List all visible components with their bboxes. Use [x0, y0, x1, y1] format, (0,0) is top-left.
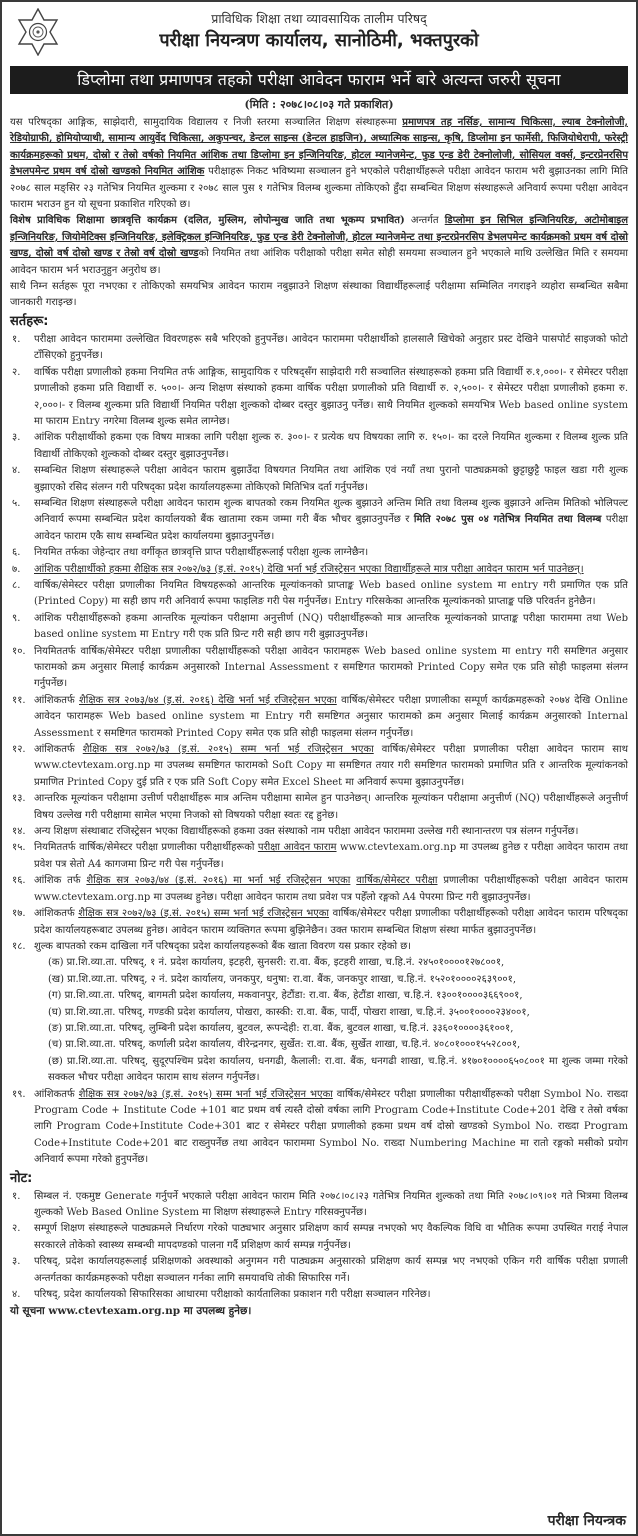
list-item [10, 791, 628, 824]
council-name: प्राविधिक शिक्षा तथा व्यावसायिक तालीम परिषद् [211, 11, 427, 26]
intro-text-deadline: परीक्षाहरू निकट भविष्यमा सञ्चालन हुने भएकोले परीक्षार्थीहरूले परीक्षा आवेदन फाराम भरी बुझाउनका लागि मिति २०७८ साल मङ्सिर २३ गतेभित्र नियमित शुल्कमा र २०७८ साल पुस १ गतेभित्र विलम्ब शुल्कमा तोकिएको हुँदा सम्बन्धित शिक्षण संस्थाहरूले अनिवार्य रूपमा परीक्षा आवेदन फाराम भराउन हुन यो सूचना प्रकाशित गरिएको छ। [10, 166, 628, 211]
list-item [10, 562, 628, 578]
item-number: १२. [12, 744, 26, 756]
list-item [10, 1221, 628, 1254]
list-item [10, 1087, 628, 1169]
nepal-emblem-star-icon [14, 8, 62, 56]
website-availability: यो सूचना www.ctevtexam.org.np मा उपलब्ध हुनेछ। [10, 1305, 252, 1318]
item-text: आन्तरिक मूल्यांकन परीक्षामा उत्तीर्ण परीक्षार्थीहरू मात्र अन्तिम परीक्षामा सामेल हुन पाउनेछन्। आन्तरिक मूल्यांकन परीक्षामा अनुत्तीर्ण (NQ) परीक्षार्थीहरूले अनुत्तीर्ण विषय उल्लेख गरी परीक्षामा सामेल भएमा निजको सो विषयको परीक्षा स्वतः रद्द हुनेछ। [34, 793, 628, 821]
notes-list [10, 1189, 628, 1304]
list-item [10, 1287, 628, 1303]
bank-account-entry: (घ) प्रा.शि.व्या.ता. परिषद्, गण्डकी प्रदेश कार्यालय, पोखरा, कास्की: रा.वा. बैंक, पार्दी, पोखरा शाखा, च.हि.नं. ३५००१००००२३४००१, [48, 1006, 530, 1018]
list-item [10, 430, 628, 463]
item-text: आंशिकतर्फ [34, 1088, 79, 1100]
item-underlined-text: परीक्षा आवेदन फाराम [257, 842, 337, 854]
list-item [10, 693, 628, 742]
item-text: नियमिततर्फ वार्षिक/सेमेस्टर परीक्षा प्रणालीका परीक्षार्थीहरूको [34, 842, 258, 854]
bank-account-entry: (ङ) प्रा.शि.व्या.ता. परिषद्, लुम्बिनी प्रदेश कार्यालय, बुटवल, रूपन्देही: रा.वा. बैंक, बुटवल शाखा, च.हि.नं. ३३६०१००००३६१००१, [48, 1022, 514, 1034]
scholarship-courses: डिप्लोमा इन सिभिल इन्जिनियरिङ, अटोमोबाइल इन्जिनियरिङ, जियोमेटिक्स इन्जिनियरिङ, इलेक्ट्रिकल इन्जिनियरिङ, फुड एन्ड डेरी टेक्नोलोजी, होटल म्यानेजमेन्ट तथा इन्टरप्रेनरसिप डेभलपमेन्ट कार्यक्रमको प्रथम वर्ष दोस्रो खण्ड, दोस्रो वर्ष दोस्रो खण्ड र तेस्रो वर्ष दोस्रो खण्ड [10, 215, 629, 260]
intro-text-request: को नियमित तथा आंशिक परीक्षाको परीक्षा समेत सोही समयमा सञ्चालन हुने भएकाले माथि उल्लेखित मिति र समयमा आवेदन फाराम भर्न भराउनुहुन अनुरोध छ। [10, 248, 628, 276]
list-item [10, 332, 628, 365]
item-text: आंशिक तर्फ [34, 875, 87, 887]
item-text: सम्बन्धित शिक्षण संस्थाहरूले परीक्षा आवेदन फाराम बुझाउँदा विषयगत नियमित तथा आंशिक एवं नयाँ तथा पुरानो पाठ्यक्रमको छुट्टाछुट्टै फाइल खडा गरी शुल्क बुझाएको रसिद संलग्न गरी परिषद्का प्रदेश कार्यालयहरूमा तोकिएको मितिभित्र दर्ता गर्नुपर्नेछ। [34, 465, 628, 493]
item-text: अन्य शिक्षण संस्थाबाट रजिस्ट्रेसन भएका विद्यार्थीहरूको हकमा उक्त संस्थाको नाम परीक्षा आवेदन फाराममा उल्लेख गरी स्थानान्तरण पत्र संलग्न गर्नुपर्नेछ। [34, 826, 579, 838]
item-text: प्रणालीका परीक्षार्थीहरूको परीक्षा आवेदन फाराम www.ctevtexam.org.np मा उपलब्ध हुनेछ। परीक्षा आवेदन फाराम तथा प्रवेश पत्र पहेँलो रङ्गको A4 पेपरमा प्रिन्ट गरी बुझाउनुपर्नेछ। [34, 875, 628, 903]
intro-paragraph-3: साथै निम्न सर्तहरू पूरा नभएका र तोकिएको समयभित्र आवेदन फाराम नबुझाउने शिक्षण संस्थाका विद्यार्थीहरूलाई परीक्षामा सम्मिलित नगराइने व्यहोरा सम्बन्धित सबैमा जानकारी गराइन्छ। [10, 281, 628, 309]
conditions-title: सर्तहरू: [10, 313, 49, 329]
item-number: ७. [12, 563, 21, 575]
item-number: ९. [12, 612, 21, 624]
office-name: परीक्षा नियन्त्रण कार्यालय, सानोठिमी, भक्तपुरको [159, 30, 479, 51]
list-item [10, 1189, 628, 1222]
list-item [10, 365, 628, 431]
item-number: १४. [12, 826, 26, 838]
item-underlined-text: वार्षिक/सेमेस्टर परीक्षा [356, 875, 438, 887]
intro-connector: अन्तर्गत [404, 215, 445, 227]
item-number: १५. [12, 842, 26, 854]
list-item [10, 742, 628, 791]
item-number: ३. [12, 432, 21, 444]
item-number: ६. [12, 547, 21, 559]
list-item [10, 939, 628, 1087]
item-number: ५. [12, 497, 21, 509]
item-text: सम्पूर्ण शिक्षण संस्थाहरूले पाठ्यक्रमले निर्धारण गरेको पाठ्यभार अनुसार प्रशिक्षण कार्य सम्पन्न नभएको भए वैकल्पिक विधि वा भौतिक रूपमा उपस्थित गराई नेपाल सरकारले तोकेको स्वास्थ्य सम्बन्धी मापदण्डको पालना गर्दै प्रशिक्षण कार्य सम्पन्न गर्नुपर्नेछ। [34, 1223, 628, 1251]
item-text: परिषद्, प्रदेश कार्यालयहरूलाई प्रशिक्षणको अवस्थाको अनुगमन गरी पाठ्यक्रम अनुसारको प्रशिक्षण कार्य सम्पन्न भए नभएको एकिन गरी वार्षिक परीक्षा प्रणाली अन्तर्गतका कार्यक्रमहरूको परीक्षा सञ्चालन गर्नका लागि समयावधि तोकी सिफारिस गर्ने। [34, 1256, 628, 1284]
item-text: वार्षिक/सेमेस्टर परीक्षा प्रणालीका परीक्षार्थीहरूको परीक्षा आवेदन फाराम परिषद्का प्रदेश कार्यालयहरूबाट उपलब्ध हुनेछ। आवेदन फाराम व्यक्तिगत रूपमा बुझिनेछैन। उक्त फाराम सम्बन्धित शिक्षण संस्था मार्फत बुझाउनुपर्नेछ। [34, 908, 628, 936]
item-text: नियमित तर्फका जेहेन्दार तथा वर्गीकृत छात्रवृत्ति प्राप्त परीक्षार्थीहरूलाई परीक्षा शुल्क लाग्नेछैन। [34, 547, 369, 559]
list-item [10, 873, 628, 906]
list-item [10, 906, 628, 939]
item-text: परीक्षा आवेदन फाराममा उल्लेखित विवरणहरू सबै भरिएको हुनुपर्नेछ। आवेदन फाराममा परीक्षार्थीको हालसालै खिचेको अनुहार प्रस्ट देखिने पासपोर्ट साइजको फोटो टाँसिएको हुनुपर्नेछ। [34, 333, 628, 362]
item-text: www.ctevtexam.org.np मा उपलब्ध हुनेछ र परीक्षा आवेदन फाराम तथा प्रवेश पत्र सेतो A4 कागजमा प्रिन्ट गरी पेस गर्नुपर्नेछ। [34, 842, 628, 870]
item-text: आंशिक परीक्षार्थीको हकमा एक विषय मात्रका लागि परीक्षा शुल्क रु. ३००।- र प्रत्येक थप विषयका लागि रु. १५०।- का दरले नियमित शुल्कमा र विलम्ब शुल्क प्रति विद्यार्थी तोकिएको शुल्कको दोब्बर दस्तुर बुझाउनुपर्नेछ। [34, 432, 628, 460]
published-date: (मिति : २०७८।०८।०३ गते प्रकाशित) [244, 98, 394, 111]
signature-exam-controller: परीक्षा नियन्त्रक [547, 1513, 626, 1529]
item-text: शुल्क बापतको रकम दाखिला गर्ने परिषद्का प्रदेश कार्यालयहरूको बैंक खाता विवरण यस प्रकार रहेको छ। [34, 940, 412, 952]
item-underlined-text: शैक्षिक सत्र २०७२/७३ (इ.सं. २०१५) सम्म भर्ना भई रजिस्ट्रेसन भएका [78, 908, 330, 920]
item-underlined-text: शैक्षिक सत्र २०७२/७३ (इ.सं. २०१५) सम्म भर्ना भई रजिस्ट्रेसन भएका [82, 744, 374, 756]
item-text: सम्बन्धित शिक्षण संस्थाहरूले परीक्षा आवेदन फाराम शुल्क बापतको रकम नियमित शुल्क बुझाउने अन्तिम मिति तथा विलम्ब शुल्क बुझाउने अन्तिम मितिको भोलिपल्ट अनिवार्य रूपमा सम्बन्धित प्रदेश कार्यालयको बैंक खातामा रकम जम्मा गरी बैंक भौचर बुझाउनुपर्नेछ र [34, 497, 628, 526]
item-text: आंशिकतर्फ [34, 744, 83, 756]
list-item [10, 545, 628, 561]
item-number: ४. [12, 1289, 21, 1301]
bank-account-entry: (च) प्रा.शि.व्या.ता. परिषद्, कर्णाली प्रदेश कार्यालय, वीरेन्द्रनगर, सुर्खेत: रा.वा. बैंक, सुर्खेत शाखा, च.हि.नं. ४०८०१०००१५५२८००१, [48, 1039, 521, 1051]
bank-account-entry: (छ) प्रा.शि.व्या.ता. परिषद्, सुदूरपश्चिम प्रदेश कार्यालय, धनगढी, कैलाली: रा.वा. बैंक, धनगढी शाखा, च.हि.नं. ४१७०१००००६५०८००१ मा शुल्क जम्मा गरेको सक्कल भौचर परीक्षा आवेदन फाराम साथ संलग्न गर्नुपर्नेछ। [48, 1055, 628, 1084]
item-number: १९. [12, 1088, 26, 1100]
item-number: १८. [12, 940, 26, 952]
item-number: १. [12, 333, 21, 345]
item-number: ११. [12, 694, 26, 706]
list-item [10, 463, 628, 496]
item-text: सिम्बल नं. एकमुष्ट Generate गर्नुपर्ने भएकाले परीक्षा आवेदन फाराम मिति २०७८।०८।२३ गतेभित्र नियमित शुल्कको तथा मिति २०७८।०९।०१ गते भित्रमा विलम्ब शुल्कको Web Based Online System मा शिक्षण संस्थाहरूले Entry गरिसक्नुपर्नेछ। [34, 1190, 628, 1218]
item-number: १३. [12, 793, 26, 805]
item-underlined-text: शैक्षिक सत्र २०७३/७४ (इ.सं. २०१६) मा भर्ना भई रजिस्ट्रेसन भएका [86, 875, 351, 887]
item-text: परीक्षा आवेदन फाराम एकै साथ सम्बन्धित प्रदेश कार्यालयमा बुझाउनुपर्नेछ। [34, 514, 628, 542]
notice-title-banner: डिप्लोमा तथा प्रमाणपत्र तहको परीक्षा आवेदन फाराम भर्ने बारे अत्यन्त जरुरी सूचना [10, 66, 628, 94]
conditions-list [10, 332, 628, 1169]
bank-account-entry: (ख) प्रा.शि.व्या.ता. परिषद्, २ नं. प्रदेश कार्यालय, जनकपुर, धनुषा: रा.वा. बैंक, जनकपुर शाखा, च.हि.नं. १५२०१००००२६३९००१, [48, 973, 517, 985]
item-number: १६. [12, 875, 26, 887]
list-item [10, 1254, 628, 1287]
list-item [10, 611, 628, 644]
list-item [10, 824, 628, 840]
item-text: परिषद्, प्रदेश कार्यालयको सिफारिसका आधारमा परीक्षाको कार्यतालिका प्रकाशन गरी परीक्षा सञ्चालन गरिनेछ। [34, 1289, 431, 1301]
item-text: वार्षिक परीक्षा प्रणालीको हकमा नियमित तर्फ आङ्गिक, सामुदायिक र परिषद्सँग साझेदारी गरी सञ्चालित संस्थाहरूको हकमा प्रति विद्यार्थी रु.१,०००।- र सेमेस्टर परीक्षा प्रणालीको हकमा प्रति विद्यार्थी रु. ५००।- अन्य शिक्षण संस्थाको हकमा वार्षिक परीक्षा प्रणालीको प्रति विद्यार्थी रु. २,५००।- र सेमेस्टर परीक्षा प्रणालीको हकमा रु. २,०००।- र विलम्ब शुल्कमा प्रति विद्यार्थी नियमित परीक्षा शुल्कको दोब्बर दस्तुर बुझाउनु पर्नेछ। साथै नियमित शुल्कको समयभित्र Web based online system मा फाराम Entry नगरेमा विलम्ब शुल्क समेत लाग्नेछ। [34, 366, 628, 427]
notice-header [10, 6, 628, 64]
item-underlined-text: शैक्षिक सत्र २०७३/७४ (इ.सं. २०१६) देखि भर्ना भई रजिस्ट्रेसन भएका [79, 694, 337, 706]
item-underlined-text: शैक्षिक सत्र २०७२/७३ (इ.सं. २०१५) सम्म भर्ना भई रजिस्ट्रेसन भएका [78, 1088, 333, 1100]
item-text: आंशिकतर्फ [34, 908, 79, 920]
item-text: आंशिक परीक्षार्थीहरूको हकमा आन्तरिक मूल्यांकन परीक्षामा अनुत्तीर्ण (NQ) परीक्षार्थीहरूको मात्र आन्तरिक मूल्यांकनको प्राप्ताङ्क परीक्षा फाराममा तथा Web based online system मा Entry गरी एक प्रति प्रिन्ट गरी सही छाप गरी बुझाउनुपर्नेछ। [34, 612, 628, 641]
intro-paragraph-2 [10, 213, 628, 279]
list-item [10, 644, 628, 693]
item-text: वार्षिक/सेमेस्टर परीक्षा प्रणालीका परीक्षा आवेदन फाराम साथ www.ctevtexam.org.np मा उपलब्ध समष्टिगत फारामको Soft Copy मा समष्टिगत तयार गरी समष्टिगत फारामको प्रमाणित प्रति र आन्तरिक मूल्यांकनको प्रमाणित Printed Copy दुई प्रति र एक प्रति Soft Copy समेत Excel Sheet मा अनिवार्य रूपमा बुझाउनुपर्नेछ। [34, 744, 628, 788]
item-bold-text: मिति २०७८ पुस ०४ गतेभित्र नियमित तथा विलम्ब [413, 514, 602, 526]
item-text: वार्षिक/सेमेस्टर परीक्षा प्रणालीका सम्पूर्ण कार्यक्रमहरूको २०७४ देखि Online आवेदन फारामहरू Web based online system मा Entry गरी समष्टिगत अनुसार फारामको क्रम अनुसार मिलाई कार्यक्रम अनुसारको Internal Assessment र समष्टिगत फारामको Printed Copy समेत एक प्रति सोही फाइलमा संलग्न गर्नुपर्नेछ। [34, 694, 628, 739]
bank-account-entry: (ग) प्रा.शि.व्या.ता. परिषद्, बागमती प्रदेश कार्यालय, मकवानपुर, हेटौंडा: रा.वा. बैंक, हेटौंडा शाखा, च.हि.नं. १३००१००००३६६९००१, [48, 990, 523, 1002]
item-number: १०. [12, 645, 26, 657]
bank-account-entry: (क) प्रा.शि.व्या.ता. परिषद्, १ नं. प्रदेश कार्यालय, इटहरी, सुनसरी: रा.वा. बैंक, इटहरी शाखा, च.हि.नं. २४५०१००००१२७८००१, [48, 957, 505, 969]
intro-text: यस परिषद्का आङ्गिक, साझेदारी, सामुदायिक विद्यालय र निजी स्तरमा सञ्चालित शिक्षण संस्थाहरूमा [10, 117, 403, 128]
item-number: १. [12, 1190, 21, 1202]
item-number: २. [12, 366, 21, 378]
item-number: १७. [12, 908, 26, 920]
item-number: ८. [12, 579, 21, 591]
item-number: २. [12, 1223, 21, 1235]
intro-paragraph-1 [10, 115, 628, 213]
item-text: वार्षिक/सेमेस्टर परीक्षा प्रणालीका नियमित विषयहरूको आन्तरिक मूल्यांकनको प्राप्ताङ्क Web based online system मा entry गरी प्रमाणित एक प्रति (Printed Copy) मा सही छाप गरी अनिवार्य रूपमा फाइलिङ गरी पेस गर्नुपर्नेछ। Entry गरिसकेका आन्तरिक मूल्यांकनको प्राप्ताङ्क पछि परिवर्तन हुनेछैन। [34, 579, 628, 608]
item-number: ४. [12, 465, 21, 477]
programs-list: प्रमाणपत्र तह नर्सिङ, सामान्य चिकित्सा, ल्याब टेक्नोलोजी, रेडियोग्राफी, होमियोप्याथी, सामान्य आयुर्वेद चिकित्सा, अकुपन्चर, डेन्टल साइन्स (डेन्टल हाइजिन), अध्यात्मिक साइन्स, कृषि, डिप्लोमा इन फार्मेसी, फिजियोथेरापी, फरेस्ट्री कार्यक्रमहरूको प्रथम, दोस्रो र तेस्रो वर्षको नियमित आंशिक तथा डिप्लोमा इन इन्जिनियरिङ, होटल म्यानेजमेन्ट, फुड एन्ड डेरी टेक्नोलोजी, सोसियल वर्क्स, इन्टरप्रेनरसिप डेभलपमेन्ट प्रथम वर्ष दोस्रो खण्डको नियमित आंशिक [10, 117, 628, 178]
list-item [10, 840, 628, 873]
item-text: वार्षिक/सेमेस्टर परीक्षा प्रणालीका परीक्षार्थीहरूको परीक्षा Symbol No. राख्दा Program Code + Institute Code +101 बाट प्रथम वर्ष त्यस्तै दोस्रो वर्षका लागि Program Code+Institute Code+201 देखि र तेस्रो वर्षका लागि Program Code+Institute Code+301 बाट र सेमेस्टर परीक्षा प्रणालीको हकमा प्रथम वर्ष दोस्रो खण्डको Symbol No. राख्दा Program Code+Institute Code+201 बाट राख्नुपर्नेछ तथा आवेदन फाराममा Symbol No. राख्दा Numbering Machine मा रातो रङ्गको मसीको प्रयोग अनिवार्य रूपमा गरेको हुनुपर्नेछ। [34, 1088, 628, 1166]
item-text: नियमिततर्फ वार्षिक/सेमेस्टर परीक्षा प्रणालीका परीक्षार्थीहरूको परीक्षा आवेदन फारामहरू Web based online system मा entry गरी समष्टिगत अनुसार फारामको क्रम अनुसार मिलाई कार्यक्रम अनुसारको Internal Assessment र समष्टिगत फारामको Printed Copy समेत एक प्रति सोही फाइलमा संलग्न गर्नुपर्नेछ। [34, 645, 628, 690]
list-item [10, 578, 628, 611]
item-number: ३. [12, 1256, 21, 1268]
item-underlined-text: आंशिक परीक्षार्थीको हकमा शैक्षिक सत्र २०७२/७३ (इ.सं. २०१५) देखि भर्ना भई रजिस्ट्रेसन भएका विद्यार्थीहरूले मात्र परीक्षा आवेदन फाराम भर्न पाउनेछन्। [34, 563, 584, 575]
scholarship-program: विशेष प्राविधिक शिक्षामा छात्रवृत्ति कार्यक्रम (दलित, मुस्लिम, लोपोन्मुख जाति तथा भूकम्प प्रभावित) [10, 215, 405, 227]
item-text: आंशिकतर्फ [34, 694, 79, 706]
list-item [10, 496, 628, 545]
notes-title: नोट: [10, 1170, 33, 1186]
